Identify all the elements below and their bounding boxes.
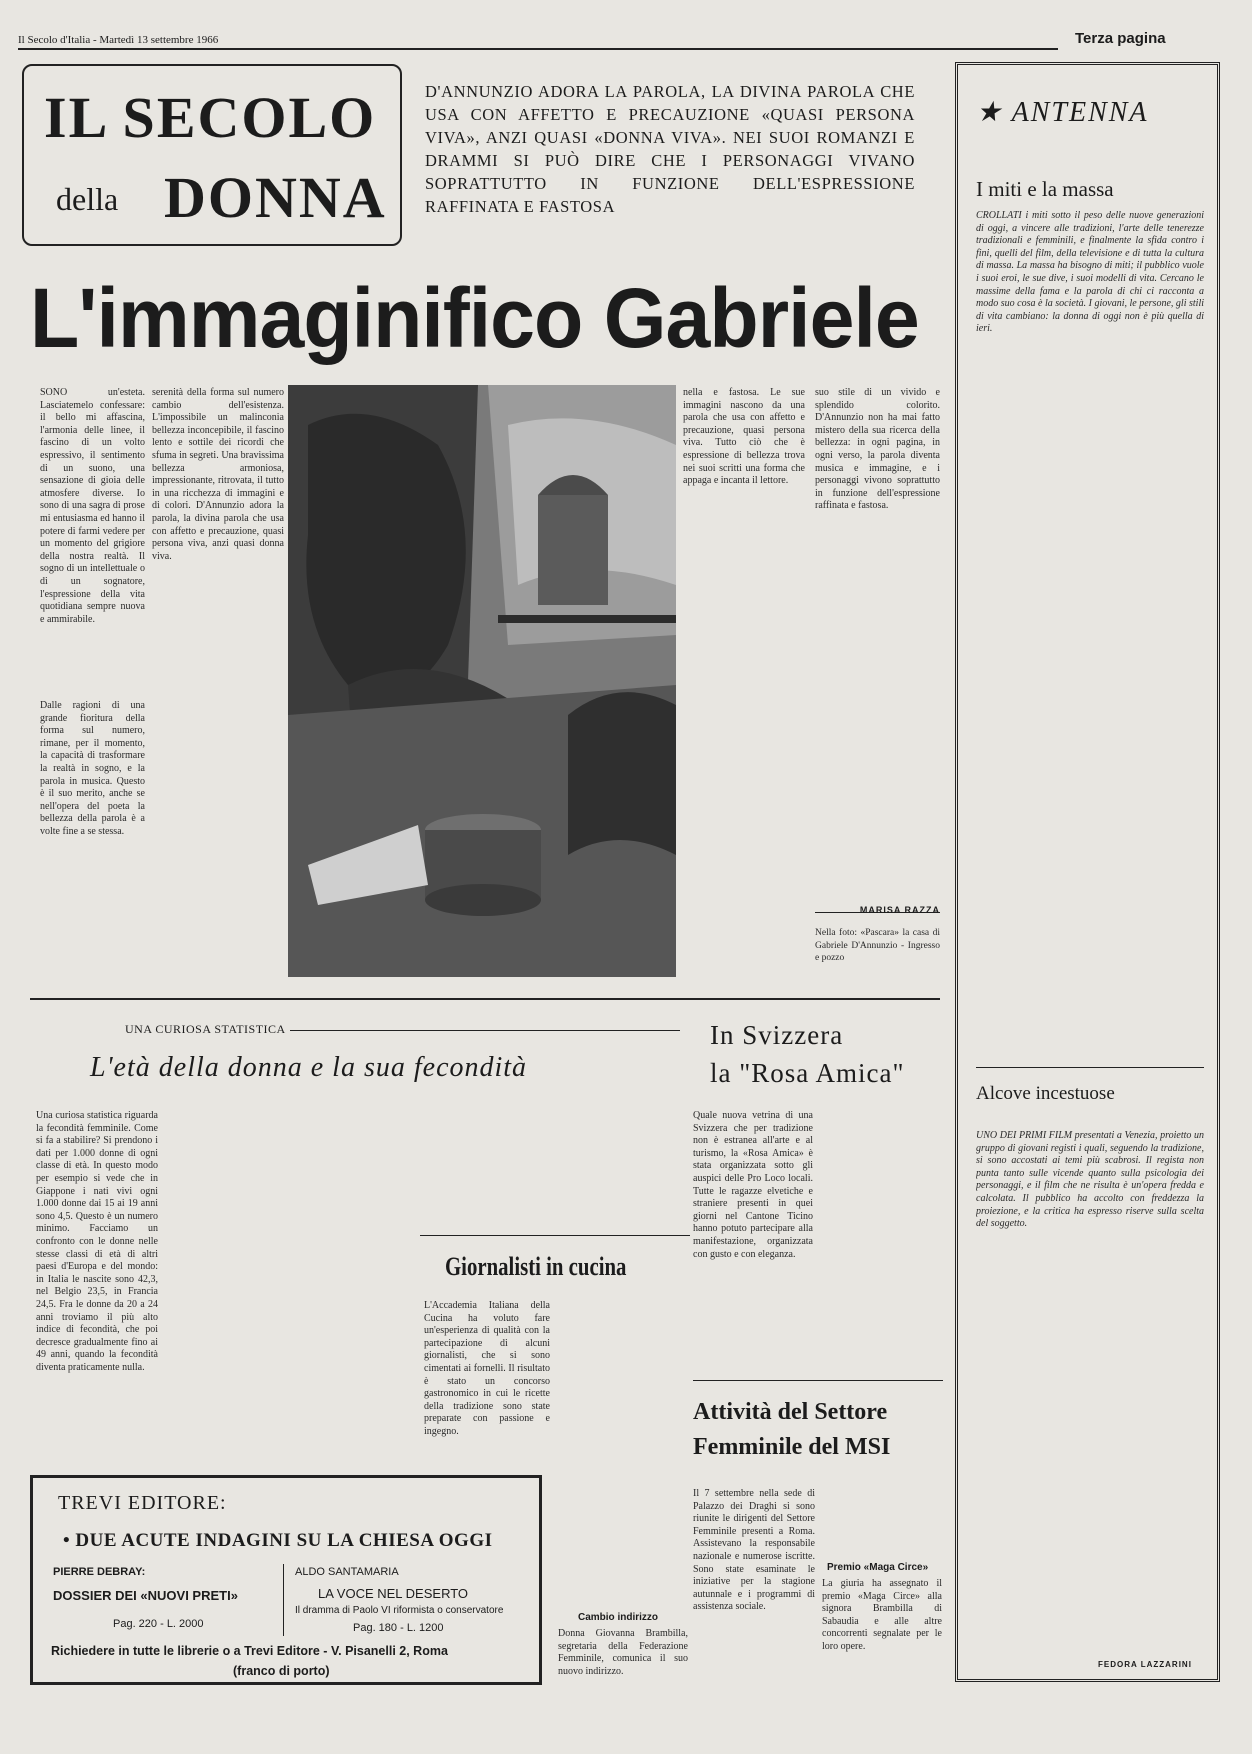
statistica-body: Una curiosa statistica riguarda la fecondità femminile. Come si fa a stabilire? Si prendono i dati per 1.000 donne di ogni classe di età. In questo modo per esempio si vede che in Giappone i nati vivi ogni 1.000 donne dai 15 ai 19 anni sono 4,5. Questo è un numero minimo. Facciamo un confronto con le donne nelle stesse classi di età di altri paesi d'Europa e del mondo: in Italia le nascite sono 42,3, nel Belgio 23,5, in Francia 24,5. Fra le donne da 20 a 24 anni troviamo il più alto indice di fecondità, che poi decresce gradualmente fino ai 49 anni, quando la fecondità diventa praticamente nulla.	[36, 1110, 158, 1373]
main-article-col4: nella e fastosa. Le sue immagini nascono da una parola che usa con affetto e precauzione, quasi persona viva. Tutto ciò che è espressione di bellezza trova nei suoi scritti una forma che appaga e incanta il lettore.	[683, 387, 805, 487]
ad-right-title: LA VOCE NEL DESERTO	[318, 1586, 469, 1601]
main-article-col3: serenità della forma sul numero cambio dell'esistenza. L'impossibile un malinconia bellezza inconcepibile, il fascino lento e sottile dei ricordi che sfuma in segreti. Una bravissima bellezza armoniosa, impressionante, ritrovata, il tutto in una ricchezza di immagini e di colori. D'Annunzio adora la parola, la divina parola che usa con affetto e precauzione, quasi persona viva, anzi quasi donna viva.	[152, 387, 284, 562]
ad-left-title: DOSSIER DEI «NUOVI PRETI»	[53, 1588, 238, 1603]
main-article-col5: suo stile di un vivido e splendido colorito. D'Annunzio non ha mai fatto mistero della sua ricerca della bellezza: in ogni pagina, in ogni verso, la parola diventa musica e immagine, e i personaggi vivono soprattutto in funzione dell'espressione raffinata e fastosa.	[815, 387, 940, 512]
main-article-col2: Dalle ragioni di una grande fioritura della forma sul numero, rimane, per il momento, la capacità di trasformare la realtà in sogno, e la parola in musica. Questo è il suo merito, anche se nell'opera del poeta la bellezza della parola è a volte fine a se stessa.	[40, 700, 145, 837]
svizzera-title-line2: la "Rosa Amica"	[710, 1058, 905, 1088]
svizzera-title-line1: In Svizzera	[710, 1020, 844, 1050]
antenna-title	[976, 95, 1149, 129]
photo-illustration	[288, 385, 676, 977]
kicker-rule	[290, 1030, 680, 1031]
ad-footer: Richiedere in tutte le librerie o a Trevi Editore - V. Pisanelli 2, Roma	[51, 1644, 448, 1658]
giornalisti-sub-body: Donna Giovanna Brambilla, segretaria della Federazione Femminile, comunica il suo nuovo indirizzo.	[558, 1628, 688, 1677]
header-rule	[18, 48, 1058, 50]
msi-sub: Premio «Maga Circe»	[827, 1562, 929, 1573]
msi-title: Attività del Settore Femminile del MSI	[693, 1399, 891, 1460]
photo-caption: Nella foto: «Pascara» la casa di Gabriele D'Annunzio - Ingresso e pozzo	[815, 928, 940, 964]
msi-body: Il 7 settembre nella sede di Palazzo dei Draghi si sono riunite le dirigenti del Settore Femminile presenti a Roma. Assistevano la responsabile nazionale e numerose iscritte. Sono state esaminate le iniziative per la stagione autunnale e i programmi di assistenza sociale.	[693, 1488, 815, 1613]
section-title-small: della	[56, 181, 119, 217]
antenna-subtitle: I miti e la massa	[976, 177, 1114, 201]
main-article-col1: SONO un'esteta. Lasciatemelo confessare: il bello mi affascina, l'armonia delle linee, il fascino di un volto espressivo, il sentimento di un suono, una sensazione di gioia delle atmosfere diverse. Io sono di una sagra di prose mi entusiasma ed hanno il potere di farmi vedere per un momento del grigiore della nostra realtà. Il sogno di un intellettuale o di un sognatore, l'espressione della vita quotidiana sempre nuova e ammirabile.	[40, 387, 145, 625]
antenna-signature: FEDORA LAZZARINI	[1098, 1660, 1192, 1669]
msi-rule	[693, 1380, 943, 1381]
section-title-line2: DONNA	[164, 165, 387, 230]
star-icon: ★	[976, 97, 1012, 128]
ad-footer-note: (franco di porto)	[233, 1664, 330, 1678]
section-title-line1: IL SECOLO	[44, 85, 377, 150]
ad-right-price: Pag. 180 - L. 1200	[353, 1622, 444, 1634]
ad-left-author: PIERRE DEBRAY:	[53, 1566, 146, 1578]
statistica-kicker: UNA CURIOSA STATISTICA	[125, 1022, 286, 1036]
ad-right-desc: Il dramma di Paolo VI riformista o conservatore	[295, 1605, 504, 1616]
statistica-title: L'età della donna e la sua fecondità	[90, 1052, 528, 1083]
main-headline: L'immaginifico Gabriele	[30, 271, 919, 365]
giornalisti-title: Giornalisti in cucina	[445, 1252, 627, 1281]
giornalisti-body: L'Accademia Italiana della Cucina ha voluto fare un'esperienza di qualità con la partecipazione di alcuni giornalisti, che si sono cimentati ai fornelli. Il risultato è stato un concorso gastronomico in cui le ricette della tradizione sono state preparate con passione e ingegno.	[424, 1300, 550, 1437]
main-article-signature: MARISA RAZZA	[859, 905, 940, 915]
antenna-title-text: ANTENNA	[1011, 97, 1149, 128]
giornalisti-sub: Cambio indirizzo	[578, 1612, 658, 1623]
running-header-right: Terza pagina	[1075, 30, 1166, 47]
ad-headline: • DUE ACUTE INDAGINI SU LA CHIESA OGGI	[63, 1530, 493, 1551]
svizzera-body: Quale nuova vetrina di una Svizzera che per tradizione non è estranea all'arte e al turismo, la «Rosa Amica» è stata organizzata sotto gli auspici delle Pro Loco locali. Tutte le ragazze elvetiche e straniere presenti in quei giorni nel Cantone Ticino hanno potuto partecipare alla manifestazione, organizzata con gusto e con eleganza.	[693, 1110, 813, 1260]
ad-divider	[283, 1564, 284, 1636]
ad-right-author: ALDO SANTAMARIA	[295, 1566, 399, 1578]
msi-sub-body: La giuria ha assegnato il premio «Maga Circe» alla signora Brambilla di Sabaudia e alle altre concorrenti segnalate per le loro opere.	[822, 1578, 942, 1652]
antenna-body: CROLLATI i miti sotto il peso delle nuove generazioni di oggi, a vincere alle tradizioni, l'arte delle tenerezze tradizionali e femminili, e finalmente la sfida contro i fini, quelli del film, della televisione e di tutta la cultura di massa. La massa ha bisogno di miti; il pubblico vuole i suoi eroi, le sue dive, i suoi modelli di vita. Cercano le massime della fama e la parola di chi ci racconta a modo suo cosa è la società. I giovani, le persone, gli stili di vita cambiano: la donna di oggi non è più quella di ieri.	[976, 210, 1204, 335]
ad-left-price: Pag. 220 - L. 2000	[113, 1618, 204, 1630]
lower-section-rule	[30, 998, 940, 1000]
trevi-ad	[30, 1475, 542, 1685]
running-header-left: Il Secolo d'Italia - Martedì 13 settembre 1966	[18, 34, 219, 46]
alcove-title: Alcove incestuose	[976, 1083, 1115, 1104]
intro-text: D'ANNUNZIO ADORA LA PAROLA, LA DIVINA PAROLA CHE USA CON AFFETTO E PRECAUZIONE «QUASI PERSONA VIVA», ANZI QUASI «DONNA VIVA». NEI SUOI ROMANZI E DRAMMI SI PUÒ DIRE CHE I PERSONAGGI VIVANO SOPRATTUTTO IN FUNZIONE DELL'ESPRESSIONE RAFFINATA E FASTOSA	[425, 82, 915, 216]
alcove-body: UNO DEI PRIMI FILM presentati a Venezia, proietto un gruppo di giovani registi i quali, seguendo la tradizione, si sono accostati ai temi più scabrosi. Il regista non punta tanto sulle vicende quanto sulla psicologia dei personaggi, e il film che ne risulta è un'opera fredda e calcolata. Il pubblico ha accolto con freddezza la proiezione, e la critica ha espresso riserve sulla scelta del soggetto.	[976, 1130, 1204, 1230]
antenna-divider	[976, 1067, 1204, 1068]
photo-dannunzio-house	[288, 385, 676, 977]
section-title-box	[22, 64, 402, 246]
ad-title: TREVI EDITORE:	[58, 1492, 227, 1514]
antenna-box	[955, 62, 1220, 1682]
